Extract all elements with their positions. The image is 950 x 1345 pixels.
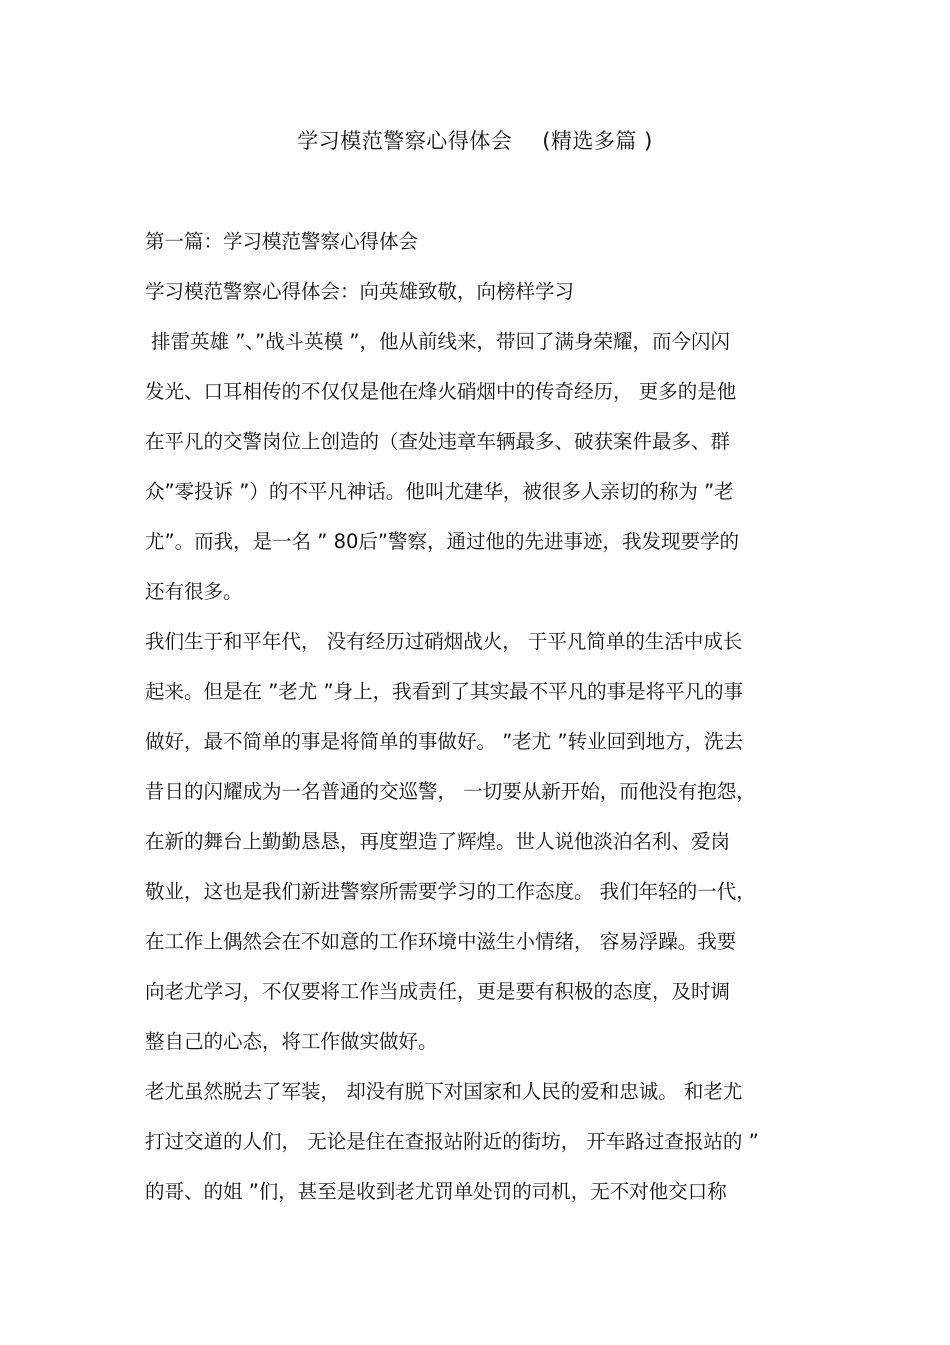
document-body [145, 224, 815, 1224]
body-line: 众”零投诉 ”）的不平凡神话。他叫尤建华，被很多人亲切的称为 ”老 [145, 480, 734, 503]
body-line: 打过交道的人们， 无论是住在查报站附近的街坊， 开车路过查报站的 ” [145, 1130, 759, 1153]
body-line: 在工作上偶然会在不如意的工作环境中滋生小情绪， 容易浮躁。我要 [145, 930, 737, 953]
body-line: 尤”。而我，是一名 ” 80后”警察，通过他的先进事迹，我发现要学的 [145, 530, 740, 553]
body-line: 发光、口耳相传的不仅仅是他在烽火硝烟中的传奇经历， 更多的是他 [145, 380, 737, 403]
body-line: 我们生于和平年代， 没有经历过硝烟战火， 于平凡简单的生活中成长 [145, 630, 743, 653]
body-line: 昔日的闪耀成为一名普通的交巡警， 一切要从新开始，而他没有抱怨， [145, 780, 756, 803]
body-line: 敬业，这也是我们新进警察所需要学习的工作态度。 我们年轻的一代， [145, 880, 756, 903]
body-line: 向老尤学习，不仅要将工作当成责任，更是要有积极的态度，及时调 [145, 980, 731, 1003]
subheading: 学习模范警察心得体会：向英雄致敬，向榜样学习 [145, 280, 575, 303]
body-line: 做好，最不简单的事是将简单的事做好。 ”老尤 ”转业回到地方，洗去 [145, 730, 744, 753]
body-line: 老尤虽然脱去了军装， 却没有脱下对国家和人民的爱和忠诚。 和老尤 [145, 1080, 743, 1103]
section-heading: 第一篇：学习模范警察心得体会 [145, 230, 419, 253]
body-line: 起来。但是在 ”老尤 ”身上，我看到了其实最不平凡的事是将平凡的事 [145, 680, 744, 703]
document-title [0, 124, 950, 158]
body-line: 排雷英雄 ”、”战斗英模 ”，他从前线来，带回了满身荣耀，而今闪闪 [151, 330, 730, 353]
body-line: 在新的舞台上勤勤恳恳，再度塑造了辉煌。世人说他淡泊名利、爱岗 [145, 830, 731, 853]
body-line: 在平凡的交警岗位上创造的（查处违章车辆最多、破获案件最多、群 [145, 430, 731, 453]
title-main: 学习模范警察心得体会 [297, 129, 513, 153]
body-line: 还有很多。 [145, 580, 243, 603]
body-line: 整自己的心态，将工作做实做好。 [145, 1030, 438, 1053]
body-line: 的哥、的姐 ”们，甚至是收到老尤罚单处罚的司机，无不对他交口称 [145, 1180, 727, 1203]
title-suffix: (精选多篇 ) [542, 129, 653, 153]
